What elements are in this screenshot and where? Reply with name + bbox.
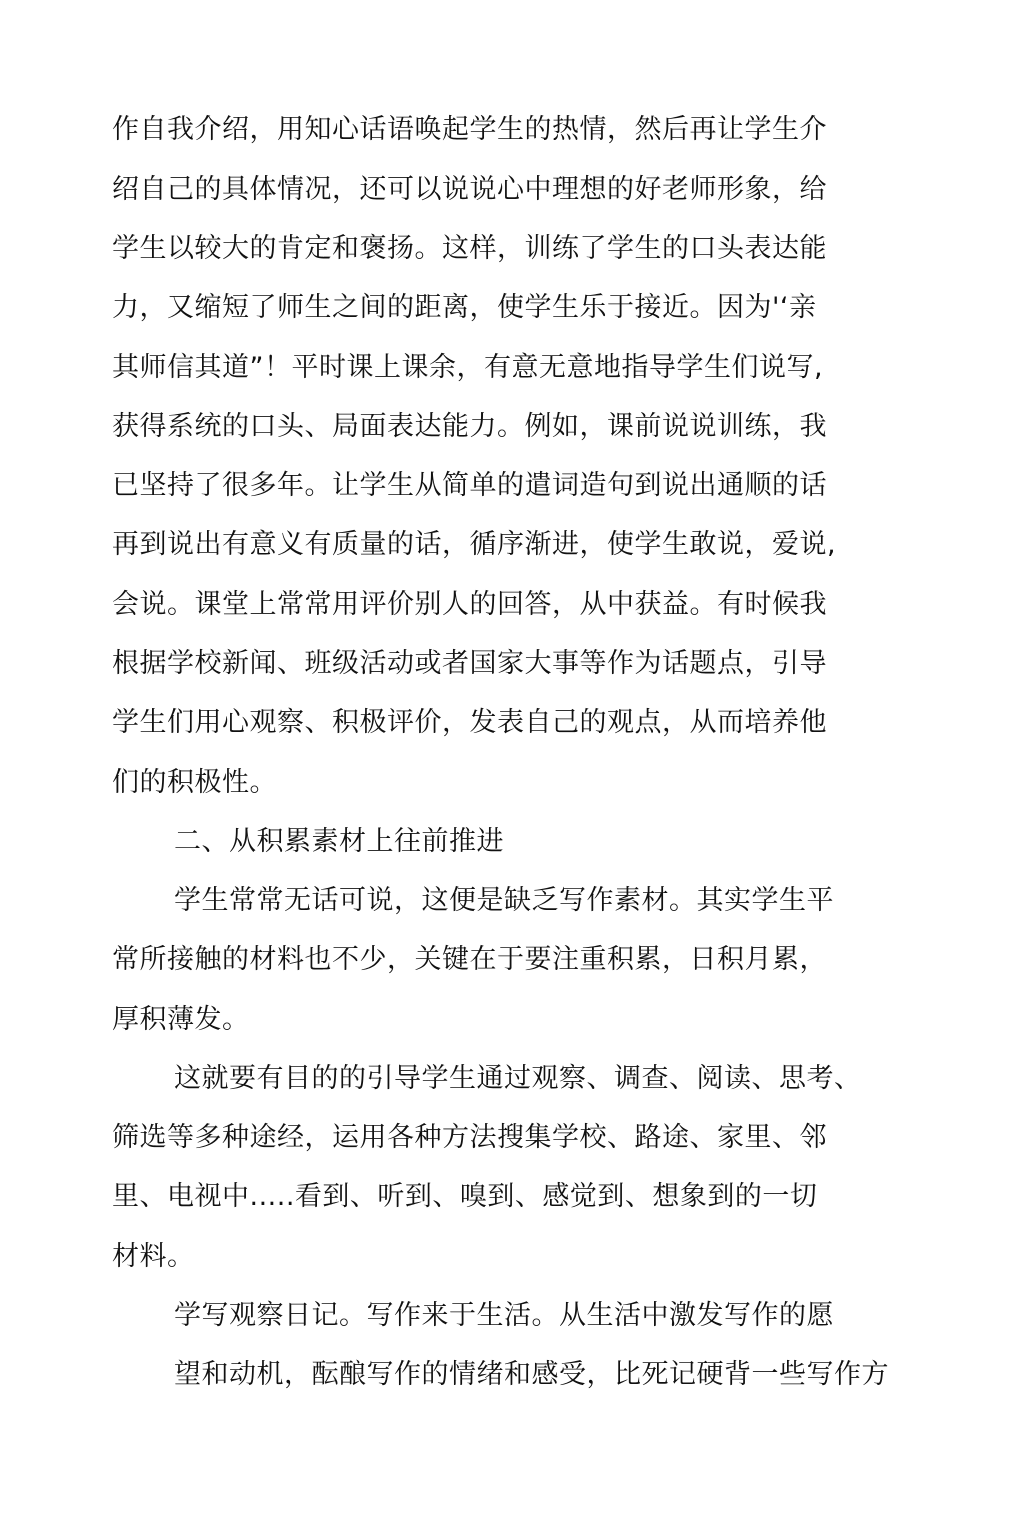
- text-line: 会说。课堂上常常用评价别人的回答，从中获益。有时候我: [112, 589, 827, 620]
- text-line: 材料。: [112, 1241, 195, 1272]
- text-line: 获得系统的口头、局面表达能力。例如，课前说说训练，我: [112, 411, 827, 442]
- text-line: 学生常常无话可说，这便是缺乏写作素材。其实学生平: [174, 885, 834, 916]
- text-line: 们的积极性。: [112, 767, 277, 798]
- text-line: 已坚持了很多年。让学生从简单的遣词造句到说出通顺的话: [112, 470, 827, 501]
- text-line: 再到说出有意义有质量的话，循序渐进，使学生敢说，爱说,: [112, 529, 837, 560]
- text-line: 筛选等多种途经，运用各种方法搜集学校、路途、家里、邻: [112, 1122, 827, 1153]
- text-line: 力，又缩短了师生之间的距离，使学生乐于接近。因为'‘亲: [112, 292, 817, 323]
- text-line: 望和动机，酝酿写作的情绪和感受，比死记硬背一些写作方: [174, 1359, 889, 1390]
- text-line: 绍自己的具体情况，还可以说说心中理想的好老师形象，给: [112, 174, 827, 205]
- text-line: 作自我介绍，用知心话语唤起学生的热情，然后再让学生介: [112, 114, 827, 145]
- text-line: 这就要有目的的引导学生通过观察、调查、阅读、思考、: [174, 1063, 862, 1094]
- text-line: 里、电视中.....看到、听到、嗅到、感觉到、想象到的一切: [112, 1181, 818, 1212]
- section-heading: 二、从积累素材上往前推进: [174, 826, 504, 857]
- text-line: 学生以较大的肯定和褒扬。这样，训练了学生的口头表达能: [112, 233, 827, 264]
- text-line: 厚积薄发。: [112, 1004, 250, 1035]
- text-line: 学生们用心观察、积极评价，发表自己的观点，从而培养他: [112, 707, 827, 738]
- text-line: 其师信其道”！平时课上课余，有意无意地指导学生们说写,: [112, 352, 824, 383]
- text-line: 学写观察日记。写作来于生活。从生活中激发写作的愿: [174, 1300, 834, 1331]
- text-line: 常所接触的材料也不少，关键在于要注重积累，日积月累，: [112, 944, 827, 975]
- text-line: 根据学校新闻、班级活动或者国家大事等作为话题点，引导: [112, 648, 827, 679]
